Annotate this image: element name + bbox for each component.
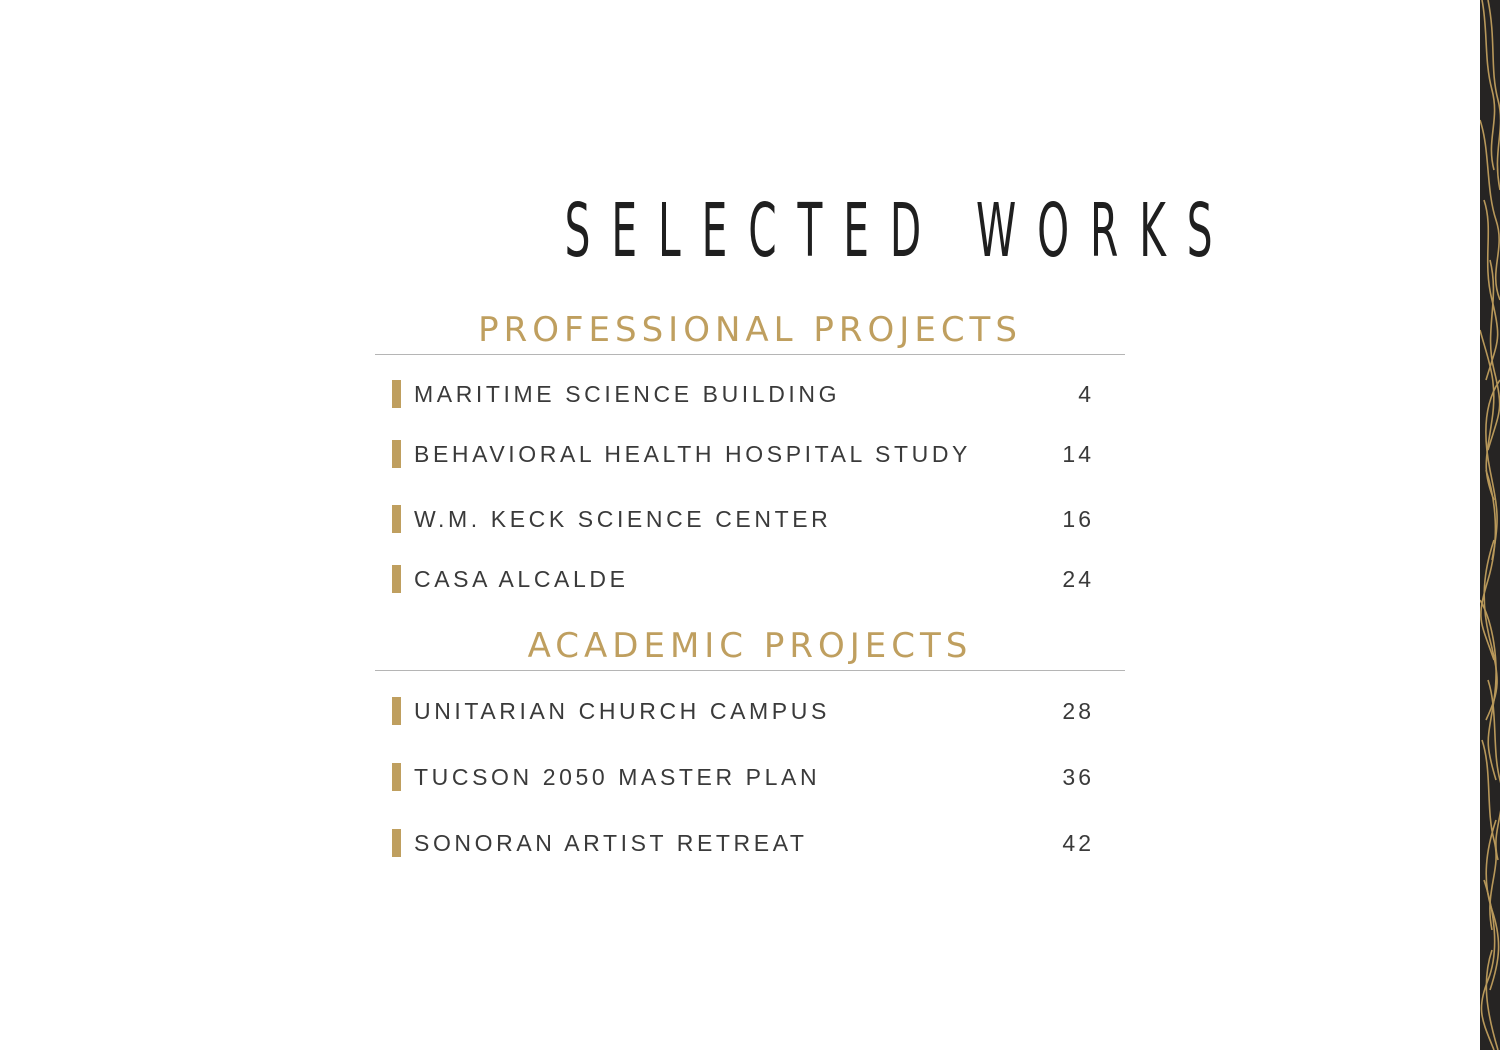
entry-title: TUCSON 2050 MASTER PLAN: [414, 764, 821, 790]
entry-page-number: 24: [1062, 566, 1094, 592]
section-heading-professional: PROFESSIONAL PROJECTS: [478, 310, 1022, 350]
section-divider: [375, 670, 1125, 671]
entry-title: MARITIME SCIENCE BUILDING: [414, 381, 841, 407]
entry-title: SONORAN ARTIST RETREAT: [414, 830, 808, 856]
page-title: SELECTED WORKS: [564, 188, 1234, 274]
toc-entry[interactable]: [392, 695, 1094, 727]
entry-title: BEHAVIORAL HEALTH HOSPITAL STUDY: [414, 441, 971, 467]
toc-entry[interactable]: [392, 827, 1094, 859]
entry-marker: [392, 380, 401, 408]
toc-entry[interactable]: [392, 503, 1094, 535]
toc-entry[interactable]: [392, 438, 1094, 470]
toc-entry[interactable]: [392, 563, 1094, 595]
entry-marker: [392, 440, 401, 468]
section-heading-academic: ACADEMIC PROJECTS: [527, 626, 973, 666]
entry-page-number: 36: [1062, 764, 1094, 790]
section-divider: [375, 354, 1125, 355]
entry-page-number: 16: [1062, 506, 1094, 532]
entry-marker: [392, 763, 401, 791]
toc-entry[interactable]: [392, 761, 1094, 793]
entry-title: CASA ALCALDE: [414, 566, 629, 592]
entry-marker: [392, 505, 401, 533]
topographic-contour-pattern: [1480, 0, 1500, 1050]
toc-entry[interactable]: [392, 378, 1094, 410]
entry-title: W.M. KECK SCIENCE CENTER: [414, 506, 832, 532]
entry-page-number: 42: [1062, 830, 1094, 856]
entry-page-number: 14: [1062, 441, 1094, 467]
topographic-side-panel: [1480, 0, 1500, 1050]
entry-marker: [392, 565, 401, 593]
entry-page-number: 28: [1062, 698, 1094, 724]
entry-marker: [392, 829, 401, 857]
entry-title: UNITARIAN CHURCH CAMPUS: [414, 698, 830, 724]
entry-page-number: 4: [1078, 381, 1094, 407]
entry-marker: [392, 697, 401, 725]
